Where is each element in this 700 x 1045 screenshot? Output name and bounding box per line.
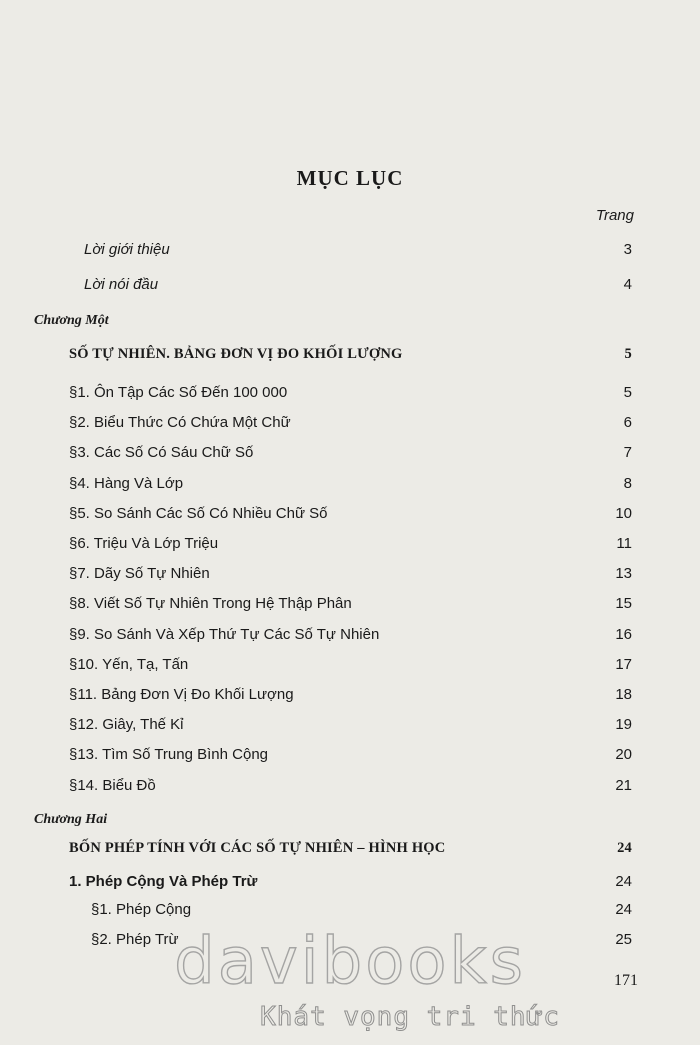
section-entry — [0, 873, 700, 895]
chapter-one-heading — [0, 346, 700, 368]
chapter-one-label: Chương Một — [34, 313, 109, 328]
toc-entry — [0, 475, 700, 497]
toc-entry-page: 20 — [615, 746, 632, 763]
toc-entry — [0, 777, 700, 799]
chapter-two-heading — [0, 840, 700, 862]
toc-entry-page: 15 — [615, 595, 632, 612]
toc-entry — [0, 241, 700, 263]
chapter-heading-label: BỐN PHÉP TÍNH VỚI CÁC SỐ TỰ NHIÊN – HÌNH HỌC — [69, 840, 446, 856]
toc-entry — [0, 384, 700, 406]
toc-entry-page: 6 — [623, 414, 632, 431]
page-title: MỤC LỤC — [296, 166, 404, 190]
toc-entry-label: Lời nói đầu — [84, 276, 159, 293]
toc-entry-page: 3 — [623, 241, 632, 258]
toc-entry — [0, 656, 700, 678]
section-entry-page: 24 — [615, 873, 632, 890]
toc-entry — [0, 595, 700, 617]
chapter-heading-label: SỐ TỰ NHIÊN. BẢNG ĐƠN VỊ ĐO KHỐI LƯỢNG — [69, 346, 403, 362]
toc-entry-page: 25 — [615, 931, 632, 948]
page-column-label: Trang — [595, 207, 634, 224]
toc-entry-page: 16 — [615, 626, 632, 643]
toc-entry-page: 10 — [615, 505, 632, 522]
chapter-heading-page: 5 — [624, 346, 632, 362]
toc-entry — [0, 414, 700, 436]
toc-entry-label: Lời giới thiệu — [84, 241, 170, 258]
toc-entry — [0, 444, 700, 466]
toc-entry-page: 7 — [623, 444, 632, 461]
toc-entry-label: §8. Viết Số Tự Nhiên Trong Hệ Thập Phân — [69, 595, 352, 612]
toc-entry — [0, 746, 700, 768]
toc-entry — [0, 686, 700, 708]
toc-entry-label: §13. Tìm Số Trung Bình Cộng — [69, 746, 269, 763]
section-entry-label: 1. Phép Cộng Và Phép Trừ — [69, 873, 258, 890]
toc-entry-label: §1. Phép Cộng — [91, 901, 192, 918]
watermark-logo: davibooks — [174, 925, 526, 999]
toc-entry-label: §6. Triệu Và Lớp Triệu — [69, 535, 219, 552]
toc-entry-label: §5. So Sánh Các Số Có Nhiều Chữ Số — [69, 505, 328, 522]
toc-entry-page: 18 — [615, 686, 632, 703]
toc-entry-page: 5 — [623, 384, 632, 401]
toc-entry — [0, 901, 700, 923]
toc-entry-label: §11. Bảng Đơn Vị Đo Khối Lượng — [69, 686, 294, 703]
toc-entry-page: 21 — [615, 777, 632, 794]
toc-entry-label: §4. Hàng Và Lớp — [69, 475, 184, 492]
toc-entry-label: §10. Yến, Tạ, Tấn — [69, 656, 189, 673]
toc-entry — [0, 626, 700, 648]
toc-entry — [0, 565, 700, 587]
chapter-two-label: Chương Hai — [34, 812, 108, 827]
toc-entry-label: §14. Biểu Đồ — [69, 777, 156, 794]
toc-entry-label: §2. Phép Trừ — [91, 931, 179, 948]
toc-entry — [0, 505, 700, 527]
chapter-heading-page: 24 — [617, 840, 632, 856]
toc-entry — [0, 276, 700, 298]
toc-entry-page: 17 — [615, 656, 632, 673]
toc-entry-page: 24 — [615, 901, 632, 918]
toc-entry-label: §9. So Sánh Và Xếp Thứ Tự Các Số Tự Nhiên — [69, 626, 380, 643]
toc-entry-page: 8 — [623, 475, 632, 492]
toc-entry-label: §12. Giây, Thế Kỉ — [69, 716, 184, 733]
toc-entry-label: §7. Dãy Số Tự Nhiên — [69, 565, 210, 582]
toc-entry-label: §3. Các Số Có Sáu Chữ Số — [69, 444, 254, 461]
watermark-slogan: Khát vọng tri thức — [260, 1002, 560, 1032]
toc-entry-page: 11 — [616, 535, 632, 552]
toc-entry — [0, 535, 700, 557]
toc-entry-page: 4 — [623, 276, 632, 293]
page-number: 171 — [614, 972, 638, 989]
toc-entry-page: 13 — [615, 565, 632, 582]
toc-entry — [0, 716, 700, 738]
toc-entry-label: §2. Biểu Thức Có Chứa Một Chữ — [69, 414, 291, 431]
toc-entry-page: 19 — [615, 716, 632, 733]
toc-entry-label: §1. Ôn Tập Các Số Đến 100 000 — [69, 384, 288, 401]
